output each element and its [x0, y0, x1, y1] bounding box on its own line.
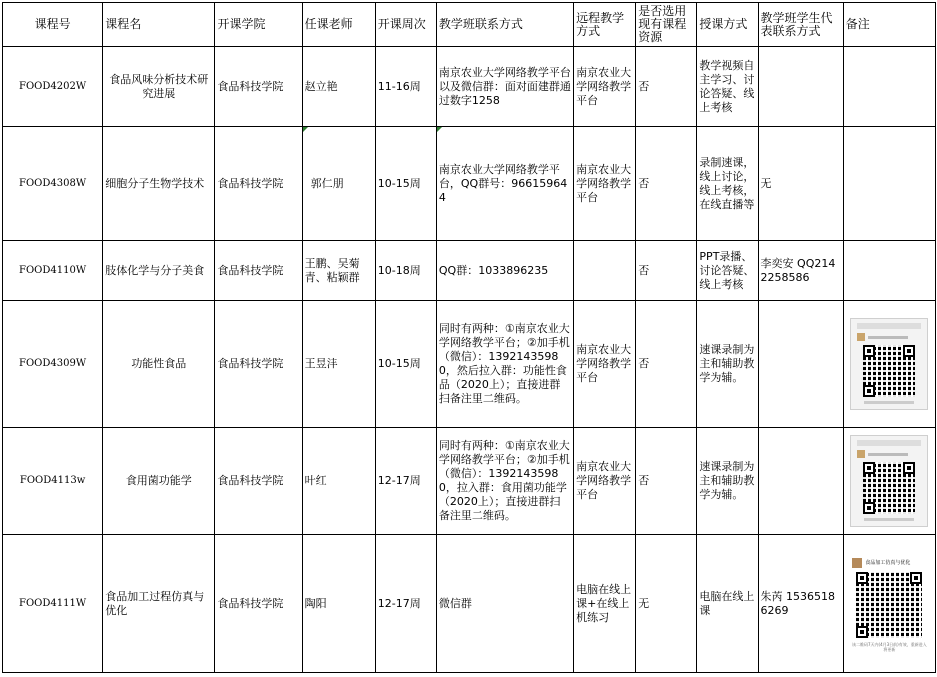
weeks: 12-17周	[375, 535, 436, 673]
wechat-qr-screenshot	[850, 435, 928, 527]
header-remote-mode: 远程教学方式	[574, 3, 636, 47]
course-table	[2, 2, 936, 673]
course-name: 功能性食品	[103, 301, 215, 428]
college: 食品科技学院	[215, 428, 302, 535]
resource: 否	[636, 301, 697, 428]
note	[843, 127, 935, 241]
course-name: 细胞分子生物学技术	[103, 127, 215, 241]
wechat-group-qr-card	[850, 555, 928, 652]
course-code: FOOD4308W	[3, 127, 103, 241]
rep: 无	[758, 127, 843, 241]
weeks: 10-15周	[375, 127, 436, 241]
course-code: FOOD4110W	[3, 241, 103, 301]
qr-card-caption: 该二维码7天内(4月3日前)有效，重新进入将更新	[851, 642, 927, 652]
contact-text: 南京农业大学网络教学平台，QQ群号：966159644	[438, 162, 568, 204]
course-name: 肢体化学与分子美食	[103, 241, 215, 301]
contact: QQ群：1033896235	[436, 241, 573, 301]
teacher: 王昱沣	[302, 301, 375, 428]
wechat-qr-screenshot	[850, 318, 928, 410]
course-code: FOOD4113w	[3, 428, 103, 535]
college: 食品科技学院	[215, 47, 302, 127]
teacher: 陶阳	[302, 535, 375, 673]
teacher-text: 郭仁朋	[310, 176, 344, 190]
college: 食品科技学院	[215, 241, 302, 301]
header-teacher: 任课老师	[302, 3, 375, 47]
header-course-name: 课程名	[103, 3, 215, 47]
note	[843, 241, 935, 301]
comment-marker	[437, 127, 442, 132]
college: 食品科技学院	[215, 127, 302, 241]
weeks: 10-15周	[375, 301, 436, 428]
college: 食品科技学院	[215, 301, 302, 428]
course-name: 食品风味分析技术研究进展	[103, 47, 215, 127]
comment-marker	[303, 127, 308, 132]
qr-card-title: 食品加工仿真与优化	[865, 560, 911, 566]
table-row	[3, 47, 936, 127]
note-qr	[843, 301, 935, 428]
header-contact: 教学班联系方式	[436, 3, 573, 47]
qr-code-icon	[863, 462, 915, 514]
header-note: 备注	[843, 3, 935, 47]
method: 录制速课，线上讨论，线上考核，在线直播等	[697, 127, 758, 241]
header-resource: 是否选用现有课程资源	[636, 3, 697, 47]
group-avatar-icon	[852, 558, 862, 568]
course-code: FOOD4111W	[3, 535, 103, 673]
resource: 否	[636, 428, 697, 535]
weeks: 11-16周	[375, 47, 436, 127]
header-rep: 教学班学生代表联系方式	[758, 3, 843, 47]
method: PPT录播、讨论答疑、线上考核	[697, 241, 758, 301]
table-row	[3, 241, 936, 301]
method: 电脑在线上课	[697, 535, 758, 673]
note-qr	[843, 535, 935, 673]
contact	[436, 127, 573, 241]
remote-mode: 南京农业大学网络教学平台	[574, 47, 636, 127]
resource: 否	[636, 127, 697, 241]
weeks: 10-18周	[375, 241, 436, 301]
header-weeks: 开课周次	[375, 3, 436, 47]
resource: 否	[636, 47, 697, 127]
method: 速课录制为主和辅助教学为辅。	[697, 301, 758, 428]
rep	[758, 47, 843, 127]
contact: 同时有两种：①南京农业大学网络教学平台；②加手机（微信）：13921435980，然后拉入群：功能性食品（2020上）；直接进群扫备注里二维码。	[436, 301, 573, 428]
remote-mode	[574, 241, 636, 301]
teacher: 王鹏、吴菊青、粘颖群	[302, 241, 375, 301]
weeks: 12-17周	[375, 428, 436, 535]
rep: 朱芮 15365186269	[758, 535, 843, 673]
method: 教学视频自主学习、讨论答疑、线上考核	[697, 47, 758, 127]
qr-code-icon	[863, 345, 915, 397]
remote-mode: 电脑在线上课+在线上机练习	[574, 535, 636, 673]
header-row	[3, 3, 936, 47]
contact: 微信群	[436, 535, 573, 673]
resource: 无	[636, 535, 697, 673]
teacher	[302, 127, 375, 241]
resource: 否	[636, 241, 697, 301]
note	[843, 47, 935, 127]
teacher: 赵立艳	[302, 47, 375, 127]
course-name: 食用菌功能学	[103, 428, 215, 535]
course-code: FOOD4202W	[3, 47, 103, 127]
contact: 南京农业大学网络教学平台以及微信群：面对面建群通过数字1258	[436, 47, 573, 127]
table-row	[3, 127, 936, 241]
course-name: 食品加工过程仿真与优化	[103, 535, 215, 673]
college: 食品科技学院	[215, 535, 302, 673]
qr-code-icon	[856, 572, 922, 638]
table-row	[3, 535, 936, 673]
remote-mode: 南京农业大学网络教学平台	[574, 301, 636, 428]
rep: 李奕安 QQ2142258586	[758, 241, 843, 301]
contact: 同时有两种：①南京农业大学网络教学平台；②加手机（微信）：13921435980，拉入群：食用菌功能学（2020上）；直接进群扫备注里二维码。	[436, 428, 573, 535]
remote-mode: 南京农业大学网络教学平台	[574, 428, 636, 535]
rep	[758, 428, 843, 535]
rep	[758, 301, 843, 428]
course-code: FOOD4309W	[3, 301, 103, 428]
header-college: 开课学院	[215, 3, 302, 47]
note-qr	[843, 428, 935, 535]
header-method: 授课方式	[697, 3, 758, 47]
remote-mode: 南京农业大学网络教学平台	[574, 127, 636, 241]
table-row	[3, 301, 936, 428]
header-course-code: 课程号	[3, 3, 103, 47]
teacher: 叶红	[302, 428, 375, 535]
method: 速课录制为主和辅助教学为辅。	[697, 428, 758, 535]
table-row	[3, 428, 936, 535]
